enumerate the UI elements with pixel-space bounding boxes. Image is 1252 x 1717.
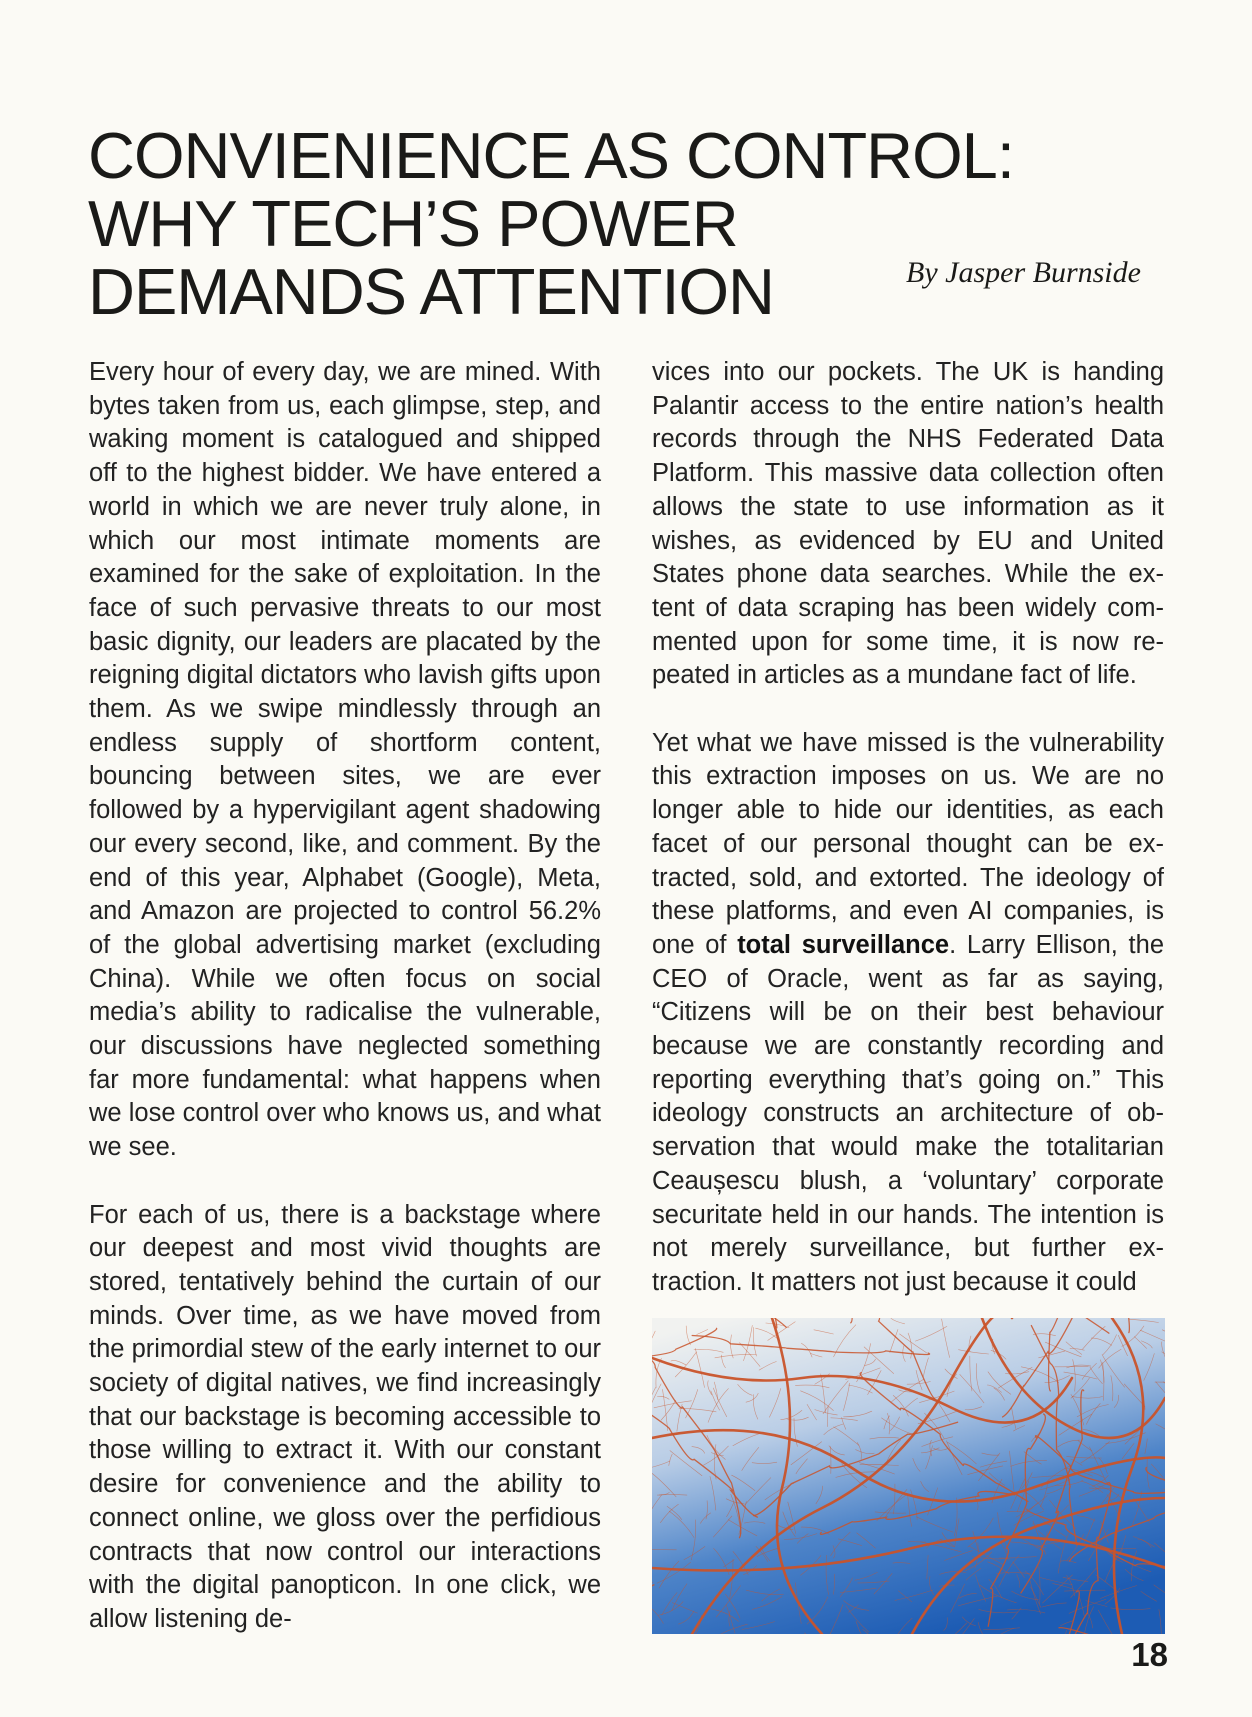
title-line-1: CONVIENIENCE AS CONTROL: — [88, 118, 1014, 192]
body-paragraph: Every hour of every day, we are mined. With bytes taken from us, each glimpse, step, and waking moment is catalogued and shipped off to the highest bidder. We have entered a world in which we are never truly alone, in which our most intimate moments are examined for the sake of exploitation. In the face of such pervasive threats to our most basic dignity, our leaders are placated by the reigning digital dictators who lavish gifts upon them. As we swipe mindlessly through an endless supply of shortform content, bouncing between sites, we are ever followed by a hypervigilant agent shadowing our every second, like, and comment. By the end of this year, Alphabet (Google), Meta, and Amazon are projected to control 56.2% of the global advertising market (excluding China). While we often focus on social media’s ability to radicalise the vulnerable, our discussions have neglected something far more fundamental: what happens when we lose control over who knows us, and what we see. — [89, 358, 601, 1162]
body-paragraph: vices into our pockets. The UK is handing Palantir access to the entire nation’s health records through the NHS Federated Data Platform. This massive data collection often allows the state to use information as it wishes, as evidenced by EU and United States phone data searches. While the extent of data scraping has been widely commented upon for some time, it is now repeated in articles as a mundane fact of life. — [652, 358, 1164, 690]
paragraph-text: . Larry Ellison, the CEO of Oracle, went as far as saying, “Citizens will be on their best behaviour because we are constantly recording and reporting everything that’s going on.” This ideology constructs an architecture of observation that would make the totalitarian Ceaușescu blush, a ‘voluntary’ corporate securitate held in our hands. The intention is not merely surveillance, but further extraction. It matters not just because it could — [652, 930, 1165, 1296]
left-column — [89, 356, 601, 1637]
paragraph-text: Yet what we have missed is the vulnerability this extraction imposes on us. We are no longer able to hide our identities, as each facet of our personal thought can be extracted, sold, and extorted. The ideology of these platforms, and even AI companies, is one of — [652, 728, 1164, 959]
city-map-image — [652, 1318, 1165, 1634]
article-title — [88, 118, 1178, 328]
page-number: 18 — [1131, 1636, 1168, 1673]
emphasis-text: total surveillance — [737, 930, 950, 959]
author-byline: By Jasper Burnside — [906, 256, 1141, 289]
title-line-3: DEMANDS ATTENTION — [88, 254, 775, 328]
body-paragraph: For each of us, there is a backstage where our deepest and most vivid thoughts are stored, tentatively behind the curtain of our minds. Over time, as we have moved from the primordial stew of the early internet to our society of digital natives, we find increasingly that our backstage is becoming accessible to those willing to extract it. With our constant desire for convenience and the ability to connect online, we gloss over the perfidious contracts that now control our interactions with the digital panopticon. In one click, we allow listening de- — [89, 1200, 601, 1633]
body-paragraph — [652, 727, 1164, 1300]
title-line-2: WHY TECH’S POWER — [88, 186, 738, 260]
right-column — [652, 356, 1164, 1300]
